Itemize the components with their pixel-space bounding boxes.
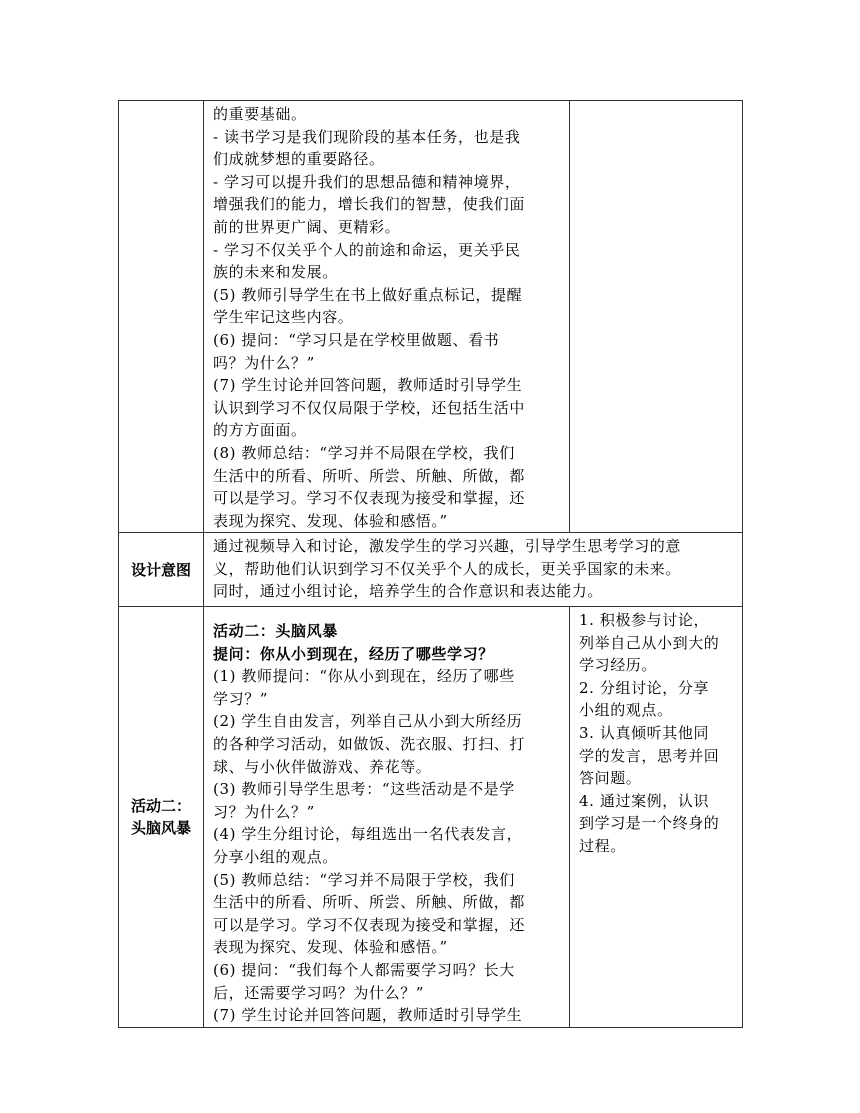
teacher-activity-cell xyxy=(204,101,570,533)
text-line: - 学习不仅关乎个人的前途和命运，更关乎民 xyxy=(213,240,521,259)
text-line: 吗？为什么？” xyxy=(213,353,315,372)
student-text-line: 过程。 xyxy=(579,837,626,855)
student-text-line: 3. 认真倾听其他同 xyxy=(579,724,710,743)
text-line: 习？为什么？” xyxy=(213,802,315,821)
activity-heading: 活动二：头脑风暴 xyxy=(213,622,338,641)
text-line: 的重要基础。 xyxy=(213,105,307,123)
text-line: (5) 教师引导学生在书上做好重点标记，提醒 xyxy=(213,285,523,304)
text-line: 学生牢记这些内容。 xyxy=(213,308,354,327)
design-intent-label: 设计意图 xyxy=(119,533,204,607)
text-line: (7) 学生讨论并回答问题，教师适时引导学生 xyxy=(213,1006,523,1025)
text-line: 认识到学习不仅仅局限于学校，还包括生活中 xyxy=(213,398,526,417)
text-line: 可以是学习。学习不仅表现为接受和掌握，还 xyxy=(213,915,526,934)
text-line: (6) 提问：“学习只是在学校里做题、看书 xyxy=(213,330,500,349)
student-text-line: 列举自己从小到大的 xyxy=(579,633,720,652)
text-line: 的各种学习活动，如做饭、洗衣服、打扫、打 xyxy=(213,735,526,754)
text-line: - 学习可以提升我们的思想品德和精神境界， xyxy=(213,172,521,191)
text-line: 后，还需要学习吗？为什么？” xyxy=(213,983,425,1002)
text-line: 的方方面面。 xyxy=(213,421,307,440)
activity-student-cell xyxy=(570,607,743,1028)
student-text-line: 学的发言，思考并回 xyxy=(579,746,720,765)
text-line: 球、与小伙伴做游戏、养花等。 xyxy=(213,757,432,776)
text-line: (1) 教师提问：“你从小到现在，经历了哪些 xyxy=(213,667,515,686)
text-line: 可以是学习。学习不仅表现为接受和掌握，还 xyxy=(213,489,526,508)
text-line: 生活中的所看、所听、所尝、所触、所做，都 xyxy=(213,893,526,912)
text-line: - 读书学习是我们现阶段的基本任务，也是我 xyxy=(213,127,521,146)
activity-label-cell xyxy=(119,607,204,1028)
student-text-line: 学习经历。 xyxy=(579,656,658,675)
activity-label-line2: 头脑风暴 xyxy=(130,818,191,837)
student-text-line: 小组的观点。 xyxy=(579,701,673,720)
text-line: (2) 学生自由发言，列举自己从小到大所经历 xyxy=(213,712,523,731)
text-line: (7) 学生讨论并回答问题，教师适时引导学生 xyxy=(213,376,523,395)
text-line: (8) 教师总结：“学习并不局限在学校，我们 xyxy=(213,443,515,462)
student-activity-cell xyxy=(570,101,743,533)
activity-teacher-text xyxy=(204,607,569,1027)
row-label-cell xyxy=(119,101,204,533)
text-line: (6) 提问：“我们每个人都需要学习吗？长大 xyxy=(213,960,515,979)
table-row xyxy=(119,607,743,1028)
activity-student-text xyxy=(570,607,742,858)
activity-label-line1: 活动二： xyxy=(130,796,191,815)
text-line: 生活中的所看、所听、所尝、所触、所做，都 xyxy=(213,466,526,485)
student-text-line: 到学习是一个终身的 xyxy=(579,814,720,833)
activity-teacher-cell xyxy=(204,607,570,1028)
text-line: (3) 教师引导学生思考：“这些活动是不是学 xyxy=(213,780,515,799)
text-line: 族的未来和发展。 xyxy=(213,263,338,282)
text-line: 前的世界更广阔、更精彩。 xyxy=(213,217,401,236)
student-text-line: 1. 积极参与讨论， xyxy=(579,611,710,630)
design-intent-cell xyxy=(204,533,743,607)
text-line: 义，帮助他们认识到学习不仅关乎个人的成长，更关乎国家的未来。 xyxy=(213,559,682,578)
table-row xyxy=(119,101,743,533)
teacher-activity-text xyxy=(204,101,569,532)
text-line: 分享小组的观点。 xyxy=(213,848,338,866)
table-row xyxy=(119,533,743,607)
text-line: 增强我们的能力，增长我们的智慧，使我们面 xyxy=(213,195,526,214)
text-line: (4) 学生分组讨论，每组选出一名代表发言， xyxy=(213,825,523,844)
activity-question: 提问：你从小到现在，经历了哪些学习？ xyxy=(213,644,494,663)
student-text-line: 答问题。 xyxy=(579,769,642,788)
text-line: (5) 教师总结：“学习并不局限于学校，我们 xyxy=(213,870,515,889)
text-line: 表现为探究、发现、体验和感悟。” xyxy=(213,511,448,530)
student-text-line: 2. 分组讨论，分享 xyxy=(579,678,710,697)
design-intent-text xyxy=(204,533,742,606)
text-line: 学习？” xyxy=(213,689,269,708)
text-line: 同时，通过小组讨论，培养学生的合作意识和表达能力。 xyxy=(213,582,604,601)
text-line: 表现为探究、发现、体验和感悟。” xyxy=(213,938,448,957)
lesson-plan-table xyxy=(118,100,743,1028)
text-line: 们成就梦想的重要路径。 xyxy=(213,150,385,169)
student-text-line: 4. 通过案例，认识 xyxy=(579,791,710,810)
text-line: 通过视频导入和讨论，激发学生的学习兴趣，引导学生思考学习的意 xyxy=(213,537,682,556)
